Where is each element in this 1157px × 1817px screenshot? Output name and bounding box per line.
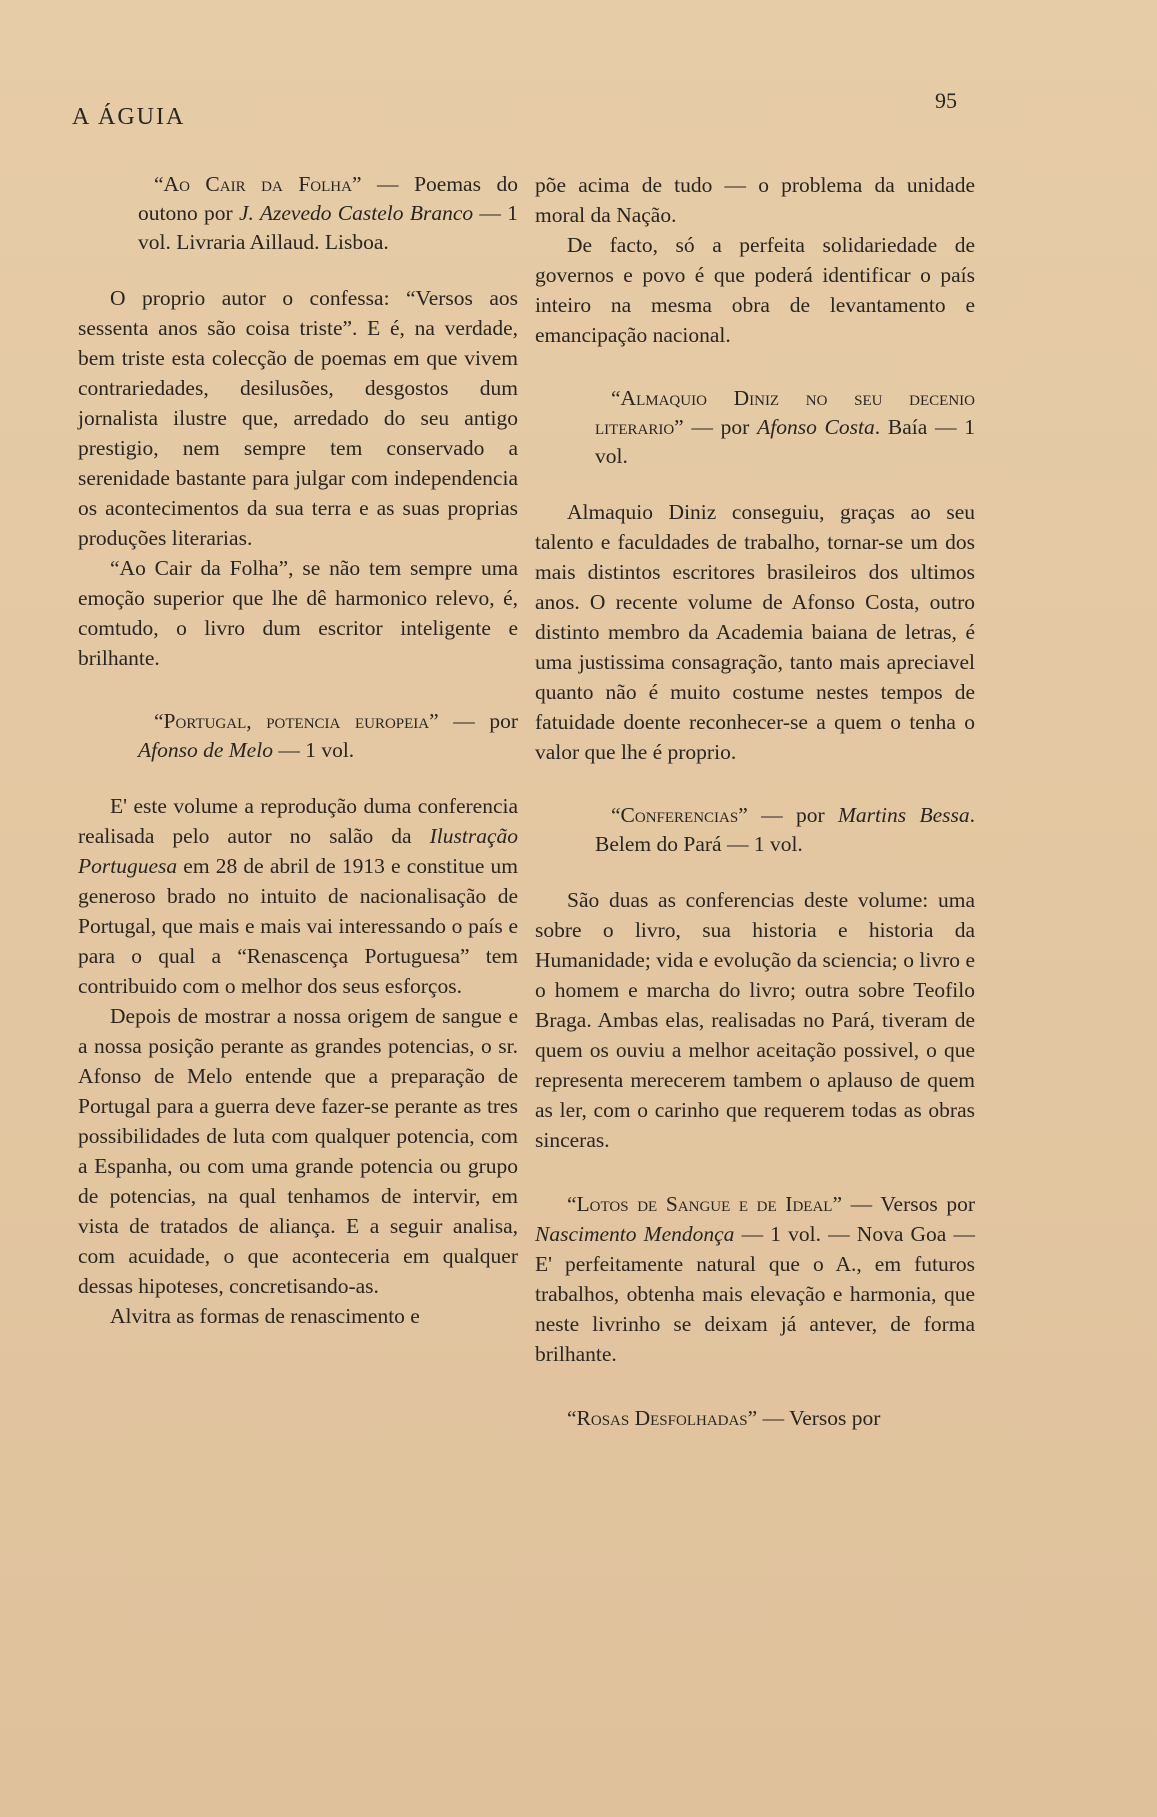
right-column (535, 170, 975, 1433)
book-entry-almaquio-diniz: “Almaquio Diniz no seu decenio literario” — por Afonso Costa. Baía — 1 vol. (595, 386, 975, 468)
book-entry-lotos-de-sangue: “Lotos de Sangue e de Ideal” — Versos por Nascimento Mendonça — 1 vol. — Nova Goa — E' perfeitamente natural que o A., em futuros trabalhos, obtenha mais elevação e harmonia, que neste livrinho se deixam já antever, de forma brilhante. (535, 1192, 975, 1366)
book-entry-rosas-desfolhadas: “Rosas Desfolhadas” — Versos por (567, 1406, 881, 1430)
book-title: Ao Cair da Folha (163, 172, 352, 196)
review-paragraph: “Ao Cair da Folha”, se não tem sempre uma emoção superior que lhe dê harmonico relevo, é, comtudo, o livro dum escritor inteligente e brilhante. (78, 556, 518, 670)
running-title: A ÁGUIA (72, 104, 186, 130)
review-paragraph: São duas as conferencias deste volume: uma sobre o livro, sua historia e historia da Humanidade; vida e evolução da sciencia; o livro e o homem e marcha do livro; outra sobre Teofilo Braga. Ambas elas, realisadas no Pará, tiveram de quem os ouviu a melhor aceitação possivel, o que representa merecerem tambem o aplauso de quem as ler, com o carinho que requerem todas as obras sinceras. (535, 888, 975, 1152)
book-author: Nascimento Mendonça (535, 1222, 735, 1246)
book-entry-portugal-potencia-europeia: “Portugal, potencia europeia” — por Afonso de Melo — 1 vol. (138, 709, 518, 762)
book-title: Conferencias (620, 803, 739, 827)
review-paragraph: E' este volume a reprodução duma conferencia realisada pelo autor no salão da Ilustração Portuguesa em 28 de abril de 1913 e constitue um generoso brado no intuito de nacionalisação de Portugal, que mais e mais vai interessando o país e para o qual a “Renascença Portuguesa” tem contribuido com o melhor dos seus esforços. (78, 794, 518, 998)
page-number: 95 (935, 88, 957, 113)
book-title: Lotos de Sangue e de Ideal (576, 1192, 833, 1216)
book-author: Afonso de Melo (138, 738, 273, 762)
review-paragraph: O proprio autor o confessa: “Versos aos sessenta anos são coisa triste”. E é, na verdade, bem triste esta colecção de poemas em que vivem contrariedades, desilusões, desgostos dum jornalista ilustre que, arredado do seu antigo prestigio, nem sempre tem conservado a serenidade bastante para julgar com independencia os acontecimentos da sua terra e as suas proprias produções literarias. (78, 286, 518, 550)
book-title: Rosas Desfolhadas (576, 1406, 748, 1430)
book-author: Martins Bessa (838, 803, 970, 827)
magazine-title: Ilustração Portuguesa (78, 824, 518, 878)
book-title: Almaquio Diniz no seu decenio literario (595, 386, 975, 439)
book-author: J. Azevedo Castelo Branco (239, 201, 474, 225)
review-paragraph: De facto, só a perfeita solidariedade de governos e povo é que poderá identificar o país inteiro na mesma obra de levantamento e emancipação nacional. (535, 233, 975, 347)
review-paragraph: Depois de mostrar a nossa origem de sangue e a nossa posição perante as grandes potencias, o sr. Afonso de Melo entende que a preparação de Portugal para a guerra deve fazer-se perante as tres possibilidades de luta com qualquer potencia, com a Espanha, ou com uma grande potencia ou grupo de potencias, na qual tenhamos de intervir, em vista de tratados de aliança. E a seguir analisa, com acuidade, o que aconteceria em qualquer dessas hipoteses, concretisando-as. (78, 1004, 518, 1298)
left-column (78, 170, 518, 1331)
book-entry-ao-cair-da-folha: “Ao Cair da Folha” — Poemas do outono por J. Azevedo Castelo Branco — 1 vol. Livraria Aillaud. Lisboa. (138, 172, 518, 254)
book-title: Portugal, potencia europeia (163, 709, 430, 733)
book-entry-conferencias: “Conferencias” — por Martins Bessa. Belem do Pará — 1 vol. (595, 803, 975, 856)
book-author: Afonso Costa (757, 415, 875, 439)
review-paragraph: Alvitra as formas de renascimento e (110, 1304, 420, 1328)
continued-paragraph: põe acima de tudo — o problema da unidade moral da Nação. (535, 173, 975, 227)
review-paragraph: Almaquio Diniz conseguiu, graças ao seu talento e faculdades de trabalho, tornar-se um dos mais distintos escritores brasileiros dos ultimos anos. O recente volume de Afonso Costa, outro distinto membro da Academia baiana de letras, é uma justissima consagração, tanto mais apreciavel quanto não é muito costume nestes tempos de fatuidade doente reconhecer-se a quem o tenha o valor que lhe é proprio. (535, 500, 975, 764)
